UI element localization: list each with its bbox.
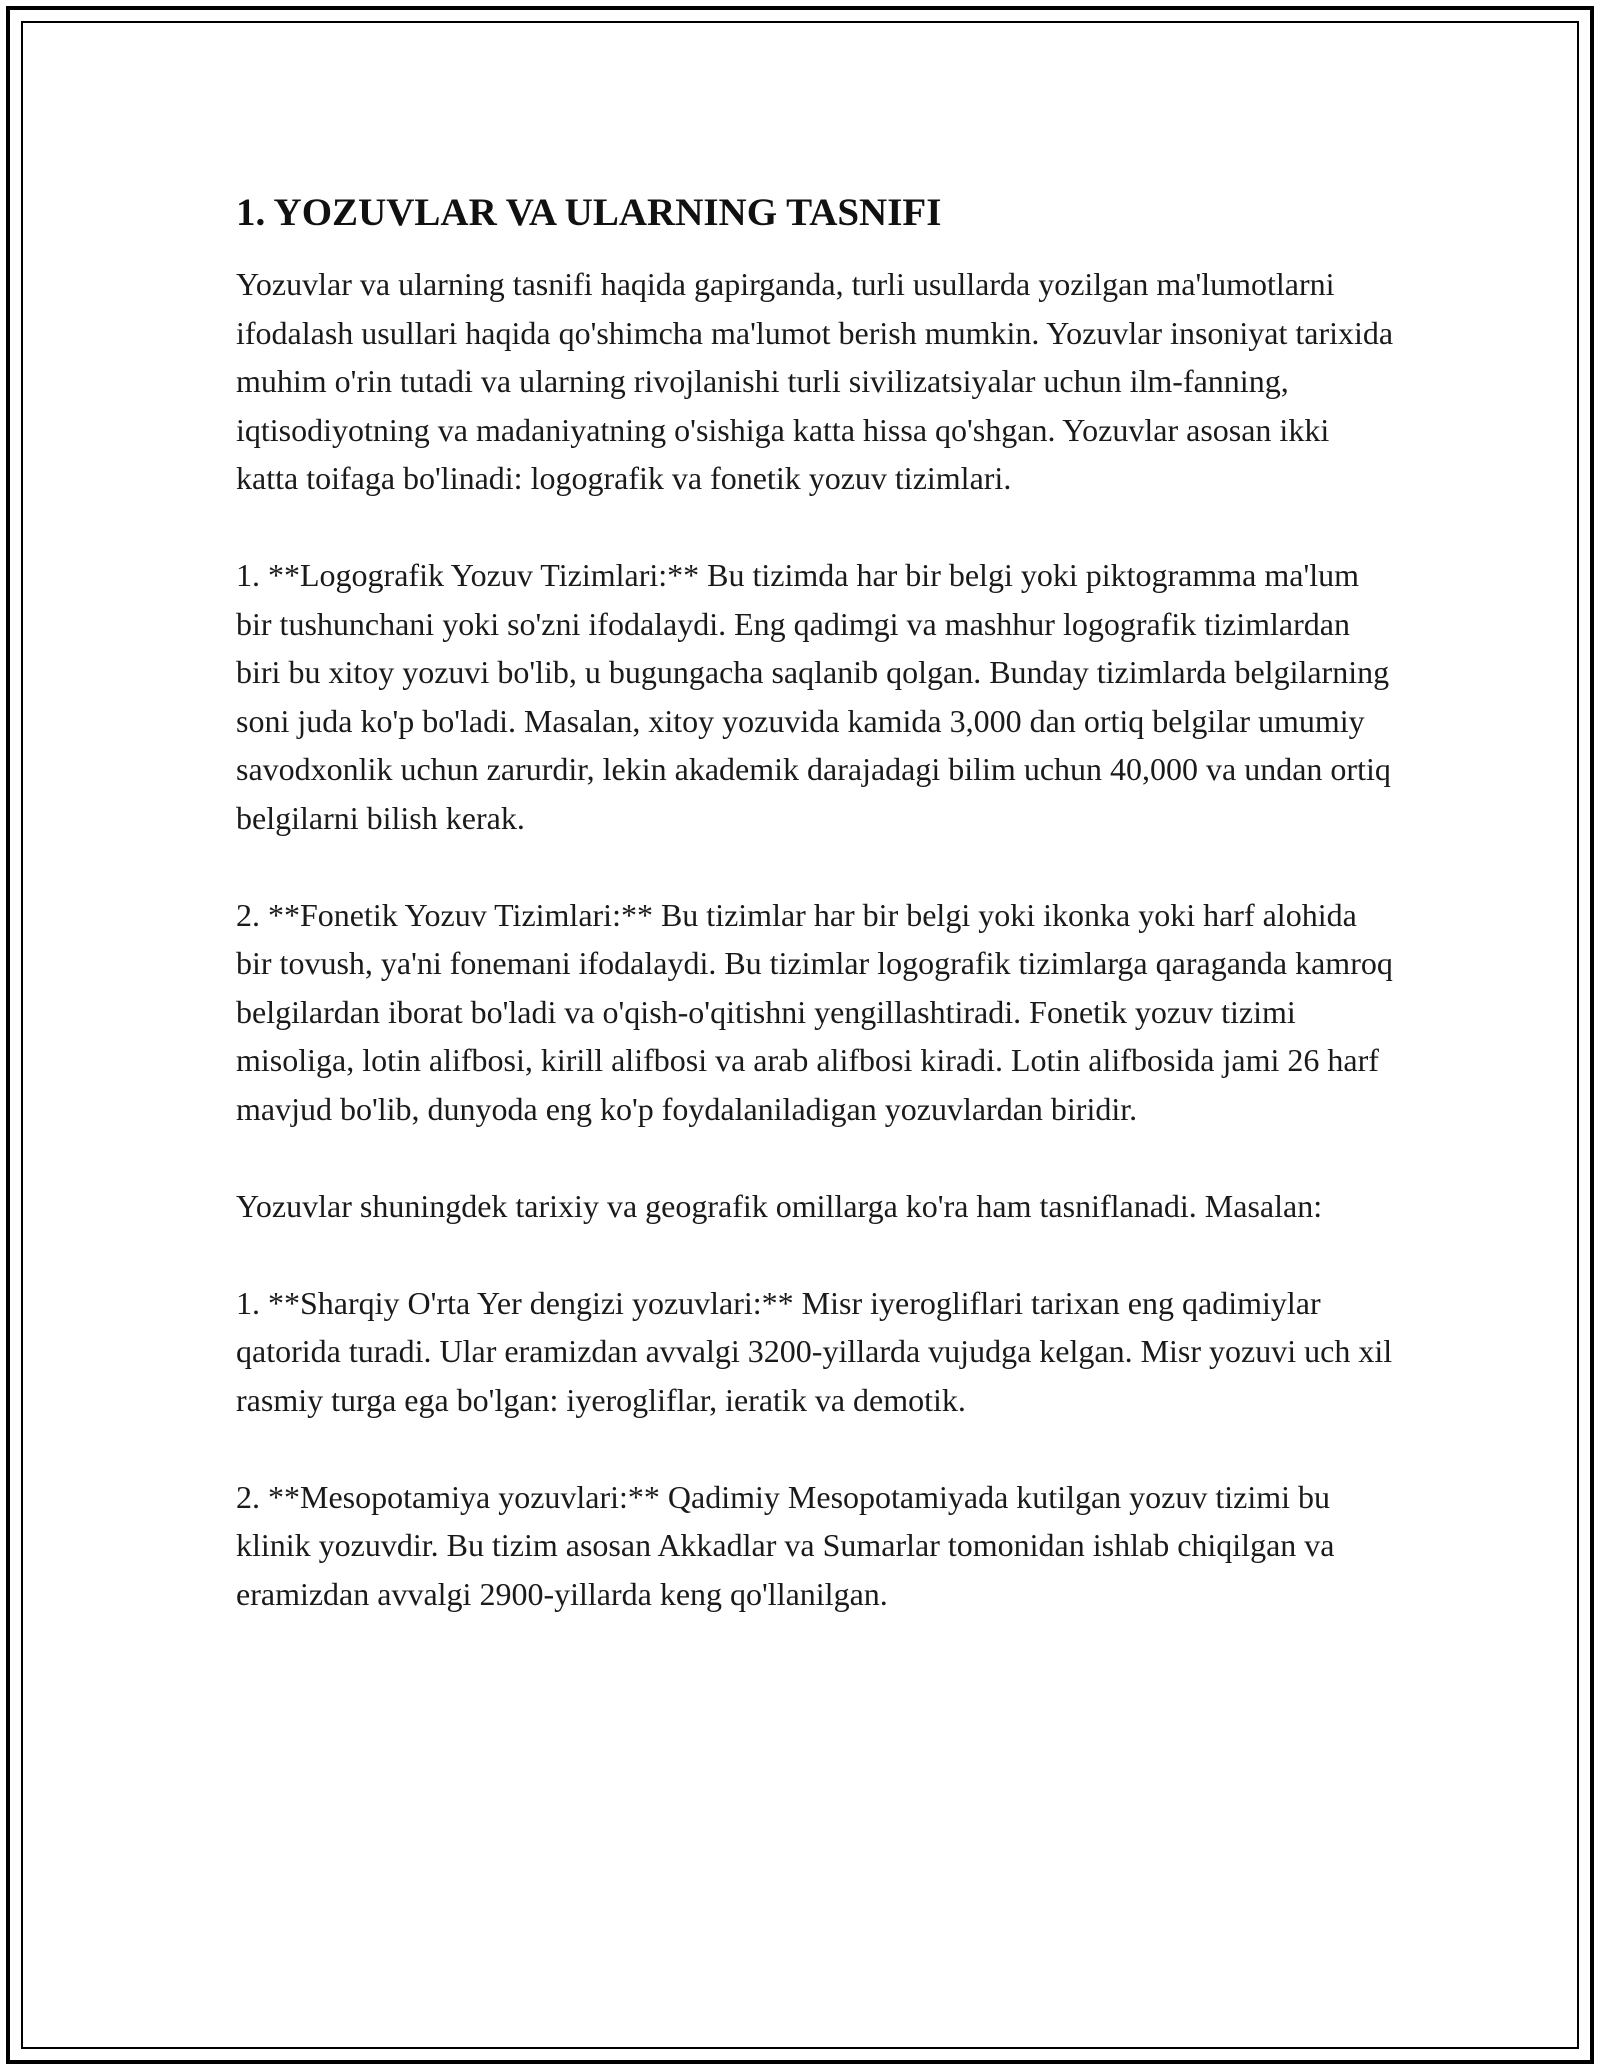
- paragraph-mesopotamia: 2. **Mesopotamiya yozuvlari:** Qadimiy Mesopotamiyada kutilgan yozuv tizimi bu klinik yozuvdir. Bu tizim asosan Akkadlar va Sumarlar tomonidan ishlab chiqilgan va eramizdan avvalgi 2900-yillarda keng qo'llanilgan.: [236, 1478, 1335, 1612]
- paragraph-eastern-mediterranean: 1. **Sharqiy O'rta Yer dengizi yozuvlari:** Misr iyerogliflari tarixan eng qadimiylar qatorida turadi. Ular eramizdan avvalgi 3200-yillarda vujudga kelgan. Misr yozuvi uch xil rasmiy turga ega bo'lgan: iyerogliflar, ieratik va demotik.: [236, 1284, 1393, 1418]
- document-body: [236, 186, 1396, 1667]
- paragraph-intro: Yozuvlar va ularning tasnifi haqida gapirganda, turli usullarda yozilgan ma'lumotlarni ifodalash usullari haqida qo'shimcha ma'lumot berish mumkin. Yozuvlar insoniyat tarixida muhim o'rin tutadi va ularning rivojlanishi turli sivilizatsiyalar uchun ilm-fanning, iqtisodiyotning va madaniyatning o'sishiga katta hissa qo'shgan. Yozuvlar asosan ikki katta toifaga bo'linadi: logografik va fonetik yozuv tizimlari.: [236, 266, 1394, 496]
- paragraph-phonetic: 2. **Fonetik Yozuv Tizimlari:** Bu tizimlar har bir belgi yoki ikonka yoki harf alohida bir tovush, ya'ni fonemani ifodalaydi. Bu tizimlar logografik tizimlarga qaraganda kamroq belgilardan iborat bo'ladi va o'qish-o'qitishni yengillashtiradi. Fonetik yozuv tizimi misoliga, lotin alifbosi, kirill alifbosi va arab alifbosi kiradi. Lotin alifbosida jami 26 harf mavjud bo'lib, dunyoda eng ko'p foydalaniladigan yozuvlardan biridir.: [236, 896, 1393, 1127]
- document-title: 1. YOZUVLAR VA ULARNING TASNIFI: [236, 191, 942, 234]
- paragraph-classification: Yozuvlar shuningdek tarixiy va geografik omillarga ko'ra ham tasniflanadi. Masalan:: [236, 1187, 1323, 1224]
- paragraph-logographic: 1. **Logografik Yozuv Tizimlari:** Bu tizimda har bir belgi yoki piktogramma ma'lum bir tushunchani yoki so'zni ifodalaydi. Eng qadimgi va mashhur logografik tizimlardan biri bu xitoy yozuvi bo'lib, u bugungacha saqlanib qolgan. Bunday tizimlarda belgilarning soni juda ko'p bo'ladi. Masalan, xitoy yozuvida kamida 3,000 dan ortiq belgilar umumiy savodxonlik uchun zarurdir, lekin akademik darajadagi bilim uchun 40,000 va undan ortiq belgilarni bilish kerak.: [236, 557, 1391, 836]
